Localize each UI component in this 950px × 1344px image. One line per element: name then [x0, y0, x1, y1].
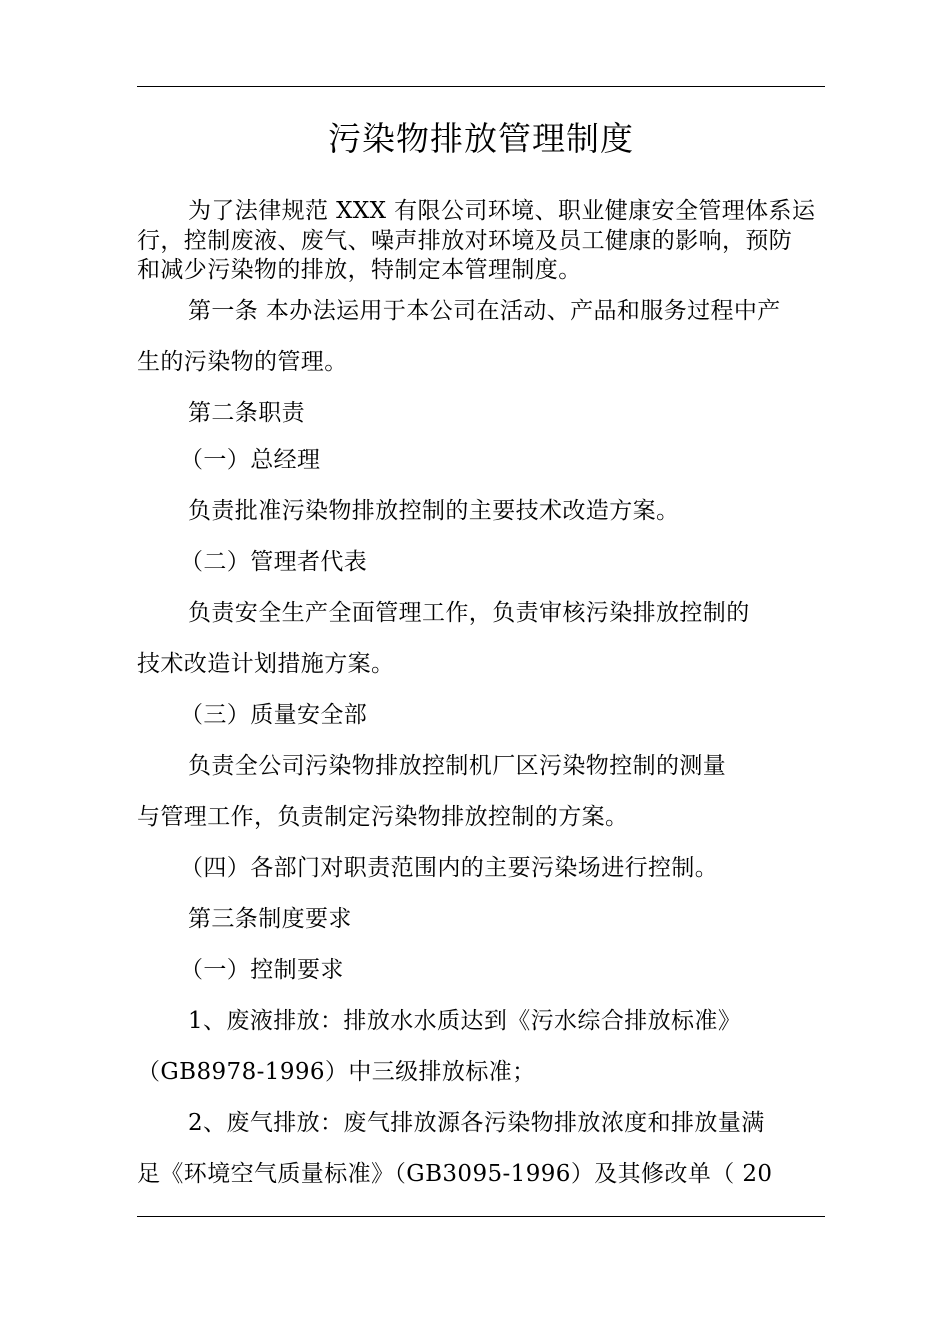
intro-line-1: 为了法律规范 XXX 有限公司环境、职业健康安全管理体系运 — [188, 198, 816, 224]
section-control-requirements: （一）控制要求 — [180, 957, 344, 983]
quality-safety-duty-line-1: 负责全公司污染物排放控制机厂区污染物控制的测量 — [188, 753, 727, 779]
article-2-heading: 第二条职责 — [188, 400, 305, 426]
quality-safety-duty-line-2: 与管理工作，负责制定污染物排放控制的方案。 — [137, 804, 629, 830]
article-3-heading: 第三条制度要求 — [188, 906, 352, 932]
header-rule — [137, 86, 825, 87]
section-departments: （四）各部门对职责范围内的主要污染场进行控制。 — [180, 855, 719, 881]
article-1-line-1: 第一条 本办法运用于本公司在活动、产品和服务过程中产 — [188, 298, 781, 324]
item-exhaust-line-1: 2、废气排放：废气排放源各污染物排放浓度和排放量满 — [188, 1110, 765, 1136]
general-manager-duty: 负责批准污染物排放控制的主要技术改造方案。 — [188, 498, 680, 524]
intro-line-3: 和减少污染物的排放，特制定本管理制度。 — [137, 257, 582, 283]
management-rep-duty-line-2: 技术改造计划措施方案。 — [137, 651, 395, 677]
item-wastewater-line-1: 1、废液排放：排放水水质达到《污水综合排放标准》 — [188, 1008, 742, 1034]
item-exhaust-line-2: 足《环境空气质量标准》（GB3095-1996）及其修改单（ 20 — [137, 1161, 773, 1187]
item-wastewater-line-2: （GB8978-1996）中三级排放标准； — [137, 1059, 536, 1085]
document-title: 污染物排放管理制度 — [328, 119, 634, 158]
intro-line-2: 行，控制废液、废气、噪声排放对环境及员工健康的影响，预防 — [137, 228, 793, 254]
section-management-rep: （二）管理者代表 — [180, 549, 368, 575]
section-quality-safety: （三）质量安全部 — [180, 702, 368, 728]
section-general-manager: （一）总经理 — [180, 447, 321, 473]
management-rep-duty-line-1: 负责安全生产全面管理工作，负责审核污染排放控制的 — [188, 600, 750, 626]
footer-rule — [137, 1216, 825, 1217]
article-1-line-2: 生的污染物的管理。 — [137, 349, 348, 375]
